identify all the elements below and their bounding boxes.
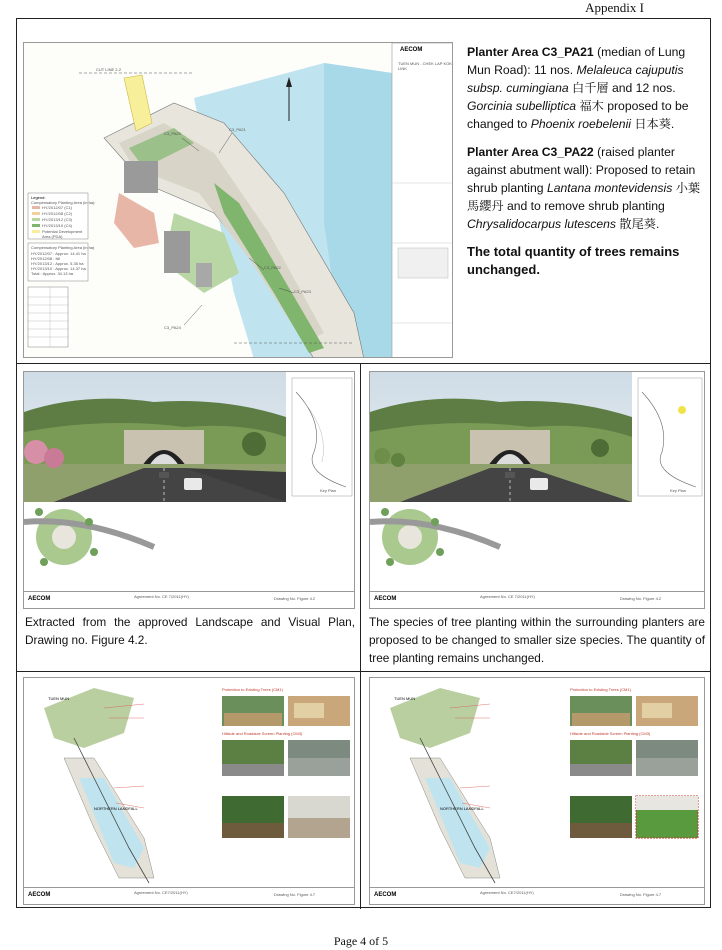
panel-title-cm3: Hillside and Roadside Screen Planting (CM3) bbox=[222, 731, 303, 736]
key-plan-label: Key Plan bbox=[320, 488, 337, 493]
legend-item-4: HY/2013/10 (C4) bbox=[42, 223, 73, 228]
northern-landfall-label: NORTHERN LANDFALL bbox=[440, 806, 484, 811]
label-pa22: C3_PA22 bbox=[264, 265, 281, 270]
mitigation-plan-approved bbox=[24, 678, 355, 905]
tuen-mun-label: TUEN MUN bbox=[48, 696, 70, 701]
para-pa21: Planter Area C3_PA21 (median of Lung Mun Road): 11 nos. Melaleuca cajuputis subsp. cumingiana 白千層 and 12 nos. Gorcinia subelliptica 福木 proposed to be changed to Phoenix roebelenii 日本葵. bbox=[467, 45, 689, 131]
planter-drawing bbox=[23, 42, 453, 358]
label-pa24: C3_PA24 bbox=[164, 325, 181, 330]
panel-title-cm1: Protection to Existing Trees (CM1) bbox=[570, 687, 631, 692]
caption-proposed: The species of tree planting within the surrounding planters are proposed to be changed to smaller size species. The quantity of tree planting remains unchanged. bbox=[369, 615, 705, 665]
para-total-unchanged: The total quantity of trees remains unchanged. bbox=[467, 244, 680, 277]
tuen-mun-label: TUEN MUN bbox=[394, 696, 416, 701]
agreement-no: Agreement No. CE 7/2011(HY) bbox=[480, 594, 535, 599]
cut-line-label: CUT LINE 2-2 bbox=[96, 67, 122, 72]
drawing-no: Drawing No. Figure 4.2 bbox=[274, 596, 316, 601]
area-row-5: Total : Approx. 34.13 ha bbox=[31, 271, 74, 276]
label-pa20: C3_PA20 bbox=[164, 131, 181, 136]
page-number: Page 4 of 5 bbox=[333, 934, 389, 948]
portal-sheet-approved bbox=[23, 371, 355, 609]
drawing-logo: AECOM bbox=[400, 47, 423, 53]
drawing-title-block: TUEN MUN - CHEK LAP KOK LINK bbox=[398, 61, 452, 71]
drawing-no: Drawing No. Figure 4.7 bbox=[620, 892, 662, 897]
legend-item-3: HY/2013/12 (C3) bbox=[42, 217, 73, 222]
row1-description bbox=[467, 43, 705, 289]
agreement-no: Agreement No. CE7/2011(HY) bbox=[134, 890, 188, 895]
legend-item-2: HY/2012/08 (C2) bbox=[42, 211, 73, 216]
legend-item-5: Potential Development Area (PDA) bbox=[42, 229, 83, 239]
mitigation-plan-proposed bbox=[370, 678, 705, 905]
column-divider bbox=[360, 363, 361, 909]
legend-subtitle: Compensatory Planting Area (in ha): bbox=[31, 200, 96, 205]
aecom-logo: AECOM bbox=[374, 892, 397, 898]
panel-title-cm3: Hillside and Roadside Screen Planting (CM3) bbox=[570, 731, 651, 736]
label-pa23: C3_PA23 bbox=[294, 289, 311, 294]
area-row-4: HY/2013/10 : Approx. 14.37 ha bbox=[31, 266, 86, 271]
aecom-logo: AECOM bbox=[374, 596, 397, 602]
agreement-no: Agreement No. CE7/2011(HY) bbox=[480, 890, 534, 895]
panel-title-cm1: Protection to Existing Trees (CM1) bbox=[222, 687, 283, 692]
row-divider-2 bbox=[17, 671, 710, 672]
key-plan-label: Key Plan bbox=[670, 488, 687, 493]
portal-sheet-proposed bbox=[369, 371, 705, 609]
para-pa22: Planter Area C3_PA22 (raised planter against abutment wall): Proposed to retain shrub planting Lantana montevidensis 小葉馬纓丹 and to remove shrub planting Chrysalidocarpus lutescens 散尾葵. bbox=[467, 145, 701, 231]
legend-title: Legend: bbox=[31, 195, 46, 200]
legend-item-1: HY/2012/07 (C1) bbox=[42, 205, 73, 210]
area-row-3: HY/2013/12 : Approx. 5.35 ha bbox=[31, 261, 84, 266]
agreement-no: Agreement No. CE 7/2011(HY) bbox=[134, 594, 189, 599]
row-divider-1 bbox=[17, 363, 710, 364]
area-title: Compensatory Planting Area (in ha) bbox=[31, 245, 95, 250]
area-row-1: HY/2012/07 : Approx. 14.41 ha bbox=[31, 251, 86, 256]
drawing-no: Drawing No. Figure 4.2 bbox=[620, 596, 662, 601]
aecom-logo: AECOM bbox=[28, 892, 51, 898]
appendix-label: Appendix I bbox=[585, 0, 644, 15]
portal-proposed-titleblock bbox=[370, 591, 704, 608]
mitigation-sheet-approved bbox=[23, 677, 355, 905]
aecom-logo: AECOM bbox=[28, 596, 51, 602]
label-pa21: C3_PA21 bbox=[229, 127, 246, 132]
portal-render-proposed bbox=[370, 372, 705, 609]
mitigation-approved-titleblock bbox=[24, 887, 354, 904]
portal-approved-titleblock bbox=[24, 591, 354, 608]
area-row-2: HY/2012/08 : Nil bbox=[31, 256, 61, 261]
comparison-table bbox=[16, 18, 711, 908]
mitigation-proposed-titleblock bbox=[370, 887, 704, 904]
caption-approved: Extracted from the approved Landscape and Visual Plan, Drawing no. Figure 4.2. bbox=[25, 615, 355, 647]
northern-landfall-label: NORTHERN LANDFALL bbox=[94, 806, 138, 811]
portal-render-approved bbox=[24, 372, 355, 609]
mitigation-sheet-proposed bbox=[369, 677, 705, 905]
drawing-no: Drawing No. Figure 4.7 bbox=[274, 892, 316, 897]
